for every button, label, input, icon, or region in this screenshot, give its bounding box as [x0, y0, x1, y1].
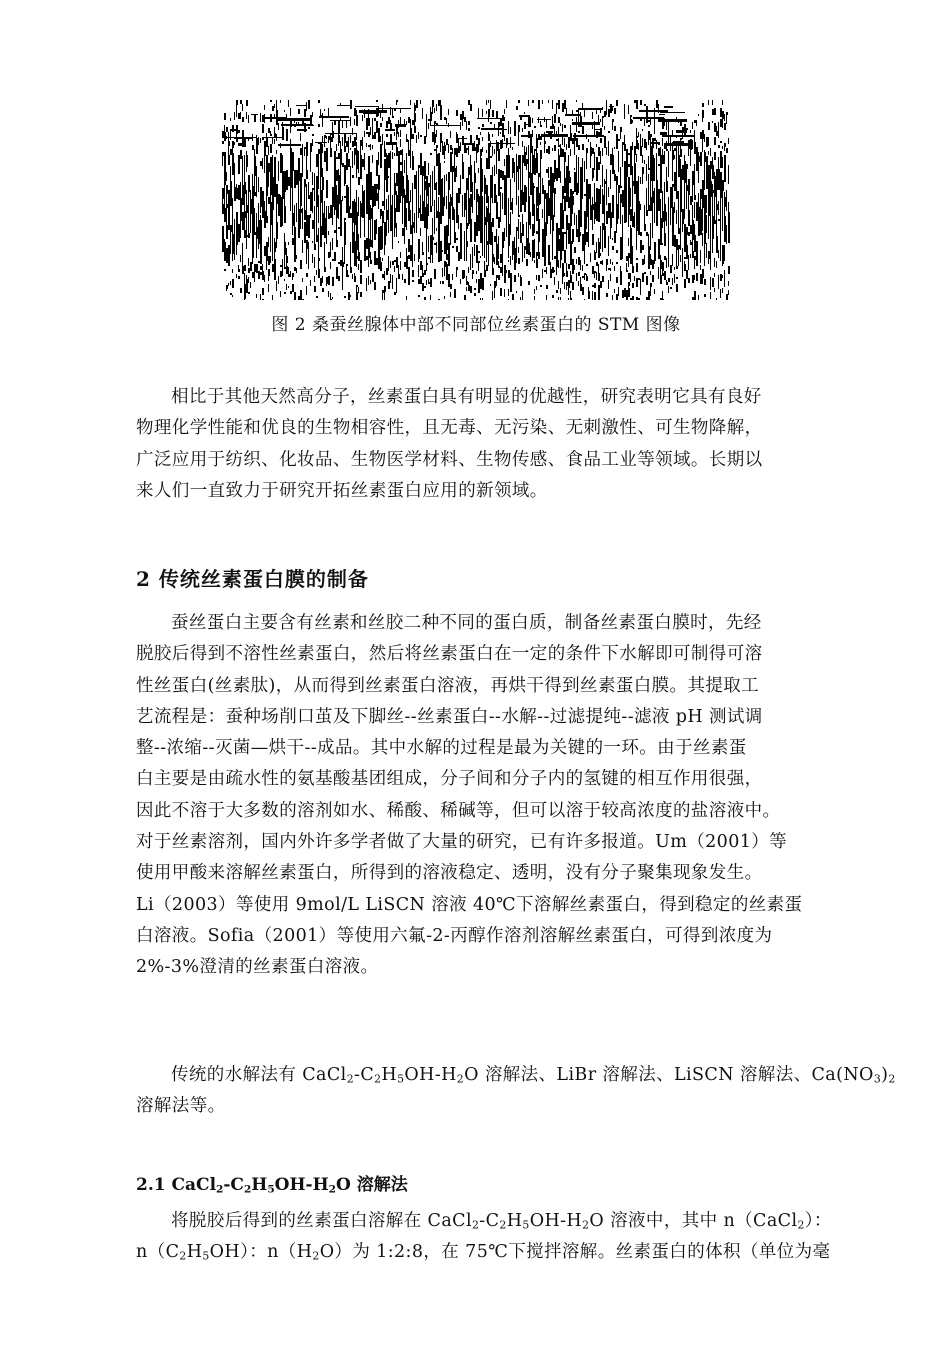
paragraph-line: 蚕丝蛋白主要含有丝素和丝胶二种不同的蛋白质，制备丝素蛋白膜时，先经: [171, 613, 762, 633]
paragraph-line: 因此不溶于大多数的溶剂如水、稀酸、稀碱等，但可以溶于较高浓度的盐溶液中。: [136, 800, 781, 821]
figure-caption: 图 2 桑蚕丝腺体中部不同部位丝素蛋白的 STM 图像: [271, 315, 681, 335]
paragraph-line: 脱胶后得到不溶性丝素蛋白，然后将丝素蛋白在一定的条件下水解即可制得可溶: [136, 644, 763, 665]
stm-texture: [222, 100, 730, 300]
paragraph-line: 艺流程是：蚕种场削口茧及下脚丝--丝素蛋白--水解--过滤提纯--滤液 pH 测试调: [136, 706, 763, 727]
stm-image-graphic: [222, 100, 730, 300]
paragraph-line: 2%-3%澄清的丝素蛋白溶液。: [136, 957, 379, 978]
paragraph-line: 来人们一直致力于研究开拓丝素蛋白应用的新领域。: [136, 480, 548, 501]
paragraph-line: 整--浓缩--灭菌—烘干--成品。其中水解的过程是最为关键的一环。由于丝素蛋: [136, 738, 747, 759]
paragraph-line: 对于丝素溶剂，国内外许多学者做了大量的研究，已有许多报道。Um（2001）等: [136, 832, 788, 853]
subsection-heading: 2.1 $CaCl_2-C_2H_5OH-H_2O$ 溶解法: [136, 1175, 408, 1196]
methods-paragraph: [136, 1060, 896, 1123]
paragraph-line: 溶解法等。: [136, 1096, 226, 1117]
paragraph-line: 白主要是由疏水性的氨基酸基团组成，分子间和分子内的氢键的相互作用很强，: [136, 769, 763, 790]
section-heading: 2 传统丝素蛋白膜的制备: [136, 567, 369, 591]
subsection-paragraph: [136, 1206, 832, 1269]
paragraph-line: 物理化学性能和优良的生物相容性，且无毒、无污染、无刺激性、可生物降解，: [136, 418, 763, 439]
paragraph-line: 相比于其他天然高分子，丝素蛋白具有明显的优越性，研究表明它具有良好: [171, 387, 762, 407]
paragraph-line: 性丝蛋白(丝素肽)，从而得到丝素蛋白溶液，再烘干得到丝素蛋白膜。其提取工: [136, 675, 760, 696]
paragraph-line: $n(C_2H_5OH)$：$n(H_2O)$为 1:2:8，在 75℃下搅拌溶解。丝素蛋白的体积（单位为毫: [136, 1242, 831, 1263]
paragraph-line: 白溶液。Sofia（2001）等使用六氟-2-丙醇作溶剂溶解丝素蛋白，可得到浓度为: [136, 925, 773, 946]
paragraph-line: 将脱胶后得到的丝素蛋白溶解在 $CaCl_2-C_2H_5OH-H_2O$ 溶液中，其中 n（CaCl$_2$）：: [171, 1211, 832, 1232]
paragraph-line: Li（2003）等使用 9mol/L LiSCN 溶液 40℃下溶解丝素蛋白，得到稳定的丝素蛋: [136, 894, 803, 915]
paragraph-line: 广泛应用于纺织、化妆品、生物医学材料、生物传感、食品工业等领域。长期以: [136, 449, 763, 470]
paragraph-line: 传统的水解法有 $CaCl_2-C_2H_5OH-H_2O$ 溶解法、LiBr 溶解法、LiSCN 溶解法、$Ca(NO_3)_2$: [171, 1065, 896, 1086]
intro-paragraph: [136, 382, 816, 507]
section2-paragraph: [136, 608, 816, 984]
paragraph-line: 使用甲酸来溶解丝素蛋白，所得到的溶液稳定、透明，没有分子聚集现象发生。: [136, 863, 763, 884]
stm-image: [222, 100, 730, 300]
